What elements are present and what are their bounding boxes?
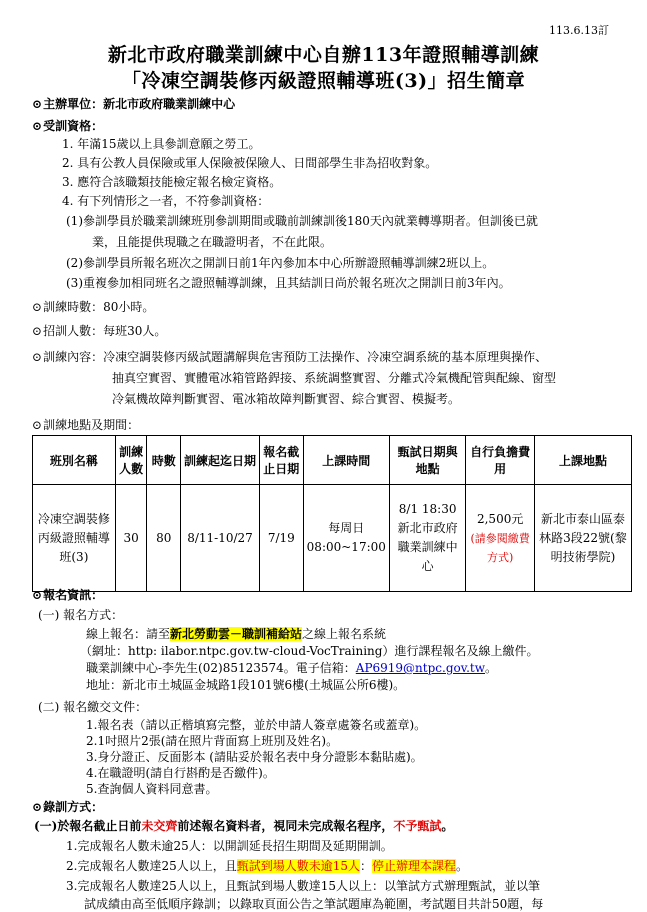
admission-item-cont: 試成績由高至低順序錄訓；以錄取頁面公告之筆試題庫為範圍，考試題目共計50題，每	[84, 897, 544, 911]
document-item: 1.報名表（請以正楷填寫完整，並於申請人簽章處簽名或蓋章)。	[86, 718, 427, 732]
contact-line: 職業訓練中心-李先生(02)85123574。電子信箱：AP6919@ntpc.gov.tw。	[86, 661, 498, 675]
cell-time-day: 每周日	[328, 521, 365, 535]
registration-portal-link[interactable]: 新北勞動雲－職訓補給站	[170, 627, 303, 641]
cell-deadline: 7/19	[259, 485, 303, 592]
admission-item: 2.完成報名人數達25人以上，且甄試到場人數未逾15人：停止辦理本課程。	[66, 859, 469, 873]
col-header: 訓練人數	[115, 436, 147, 485]
eligibility-subitem: (3)重複參加相同班名之證照輔導訓練，且其結訓日尚於報名班次之開訓日前3年內。	[66, 276, 511, 290]
document-item: 5.查詢個人資料同意書。	[86, 782, 218, 796]
col-header: 時數	[147, 436, 181, 485]
training-content-line: 冷氣機故障判斷實習、電冰箱故障判斷實習、綜合實習、模擬考。	[112, 392, 461, 406]
cell-fee-note: (請參閱繳費方式)	[470, 531, 530, 564]
revision-date: 113.6.13訂	[549, 24, 609, 37]
page-subtitle: 「冷凍空調裝修丙級證照輔導班(3)」招生簡章	[121, 70, 526, 92]
cell-people: 30	[115, 485, 147, 592]
col-header: 上課時間	[303, 436, 389, 485]
email-link[interactable]: AP6919@ntpc.gov.tw	[355, 661, 485, 675]
col-header: 自行負擔費用	[466, 436, 534, 485]
registration-heading: ⊙ 報名資訊：	[32, 586, 103, 603]
admission-heading: ⊙ 錄訓方式：	[32, 798, 103, 815]
registration-method-heading: (一) 報名方式：	[38, 608, 124, 622]
cell-class-name: 冷凍空調裝修丙級證照輔導班(3)	[33, 485, 116, 592]
page-title: 新北市政府職業訓練中心自辦113年證照輔導訓練	[107, 44, 540, 66]
eligibility-item: 3. 應符合該職類技能檢定報名檢定資格。	[62, 175, 282, 189]
table-row	[33, 485, 632, 592]
documents-heading: (二) 報名繳交文件：	[38, 700, 148, 714]
col-header: 訓練起迄日期	[181, 436, 260, 485]
cell-period: 8/11-10/27	[181, 485, 260, 592]
schedule-table	[32, 435, 632, 592]
registration-url-line: （網址：http: ilabor.ntpc.gov.tw-cloud-VocTraining）進行課程報名及線上繳件。	[80, 644, 539, 658]
eligibility-item: 4. 有下列情形之一者，不符參訓資格：	[62, 194, 270, 208]
cell-time	[303, 485, 389, 592]
eligibility-subitem-cont: 業，且能提供現職之在職證明者，不在此限。	[92, 235, 333, 249]
document-item: 3.身分證正、反面影本 (請貼妥於報名表中身分證影本黏貼處)。	[86, 750, 423, 764]
cell-time-hours: 08:00~17:00	[306, 540, 386, 554]
eligibility-subitem: (1)參訓學員於職業訓練班別參訓期間或職前訓練訓後180天內就業轉導期者。但訓後已就	[66, 214, 538, 228]
cell-hours: 80	[147, 485, 181, 592]
col-header: 上課地點	[534, 436, 631, 485]
cell-fee	[466, 485, 534, 592]
cell-exam: 8/1 18:30 新北市政府職業訓練中心	[389, 485, 466, 592]
training-hours: ⊙ 訓練時數：80小時。	[32, 298, 154, 315]
col-header: 班別名稱	[33, 436, 116, 485]
training-content: ⊙ 訓練內容：冷凍空調裝修丙級試題講解與危害預防工法操作、冷凍空調系統的基本原理與操作、	[32, 348, 547, 365]
col-header: 報名截止日期	[259, 436, 303, 485]
document-item: 2.1吋照片2張(請在照片背面寫上班別及姓名)。	[86, 734, 339, 748]
document-item: 4.在職證明(請自行斟酌是否繳件)。	[86, 766, 275, 780]
table-header-row	[33, 436, 632, 485]
training-content-line: 抽真空實習、實體電冰箱管路銲接、系統調整實習、分離式冷氣機配管與配線、窗型	[112, 371, 557, 385]
eligibility-heading: ⊙ 受訓資格：	[32, 117, 103, 134]
admission-item: 3.完成報名人數達25人以上，且甄試到場人數達15人以上：以筆試方式辦理甄試，並以筆	[66, 879, 540, 893]
eligibility-item: 2. 具有公教人員保險或軍人保險被保險人、日間部學生非為招收對象。	[62, 156, 438, 170]
cell-place: 新北市泰山區泰林路3段22號(黎明技術學院)	[534, 485, 631, 592]
organizer: ⊙ 主辦單位：新北市政府職業訓練中心	[32, 95, 235, 112]
eligibility-subitem: (2)參訓學員所報名班次之開訓日前1年內參加本中心所辦證照輔導訓練2班以上。	[66, 256, 495, 270]
online-registration: 線上報名：請至新北勞動雲－職訓補給站之線上報名系統	[86, 627, 387, 641]
address-line: 地址：新北市土城區金城路1段101號6樓(土城區公所6樓)。	[86, 678, 406, 692]
cell-fee-amount: 2,500元	[476, 511, 524, 526]
col-header: 甄試日期與地點	[389, 436, 466, 485]
enrollment-count: ⊙ 招訓人數：每班30人。	[32, 322, 166, 339]
eligibility-item: 1. 年滿15歲以上具參訓意願之勞工。	[62, 137, 261, 151]
admission-item: 1.完成報名人數未逾25人：以開訓延長招生期間及延期開訓。	[66, 839, 393, 853]
location-heading: ⊙ 訓練地點及期間：	[32, 416, 139, 433]
admission-rule: (一)於報名截止日前未交齊前述報名資料者，視同未完成報名程序，不予甄試。	[34, 819, 454, 833]
